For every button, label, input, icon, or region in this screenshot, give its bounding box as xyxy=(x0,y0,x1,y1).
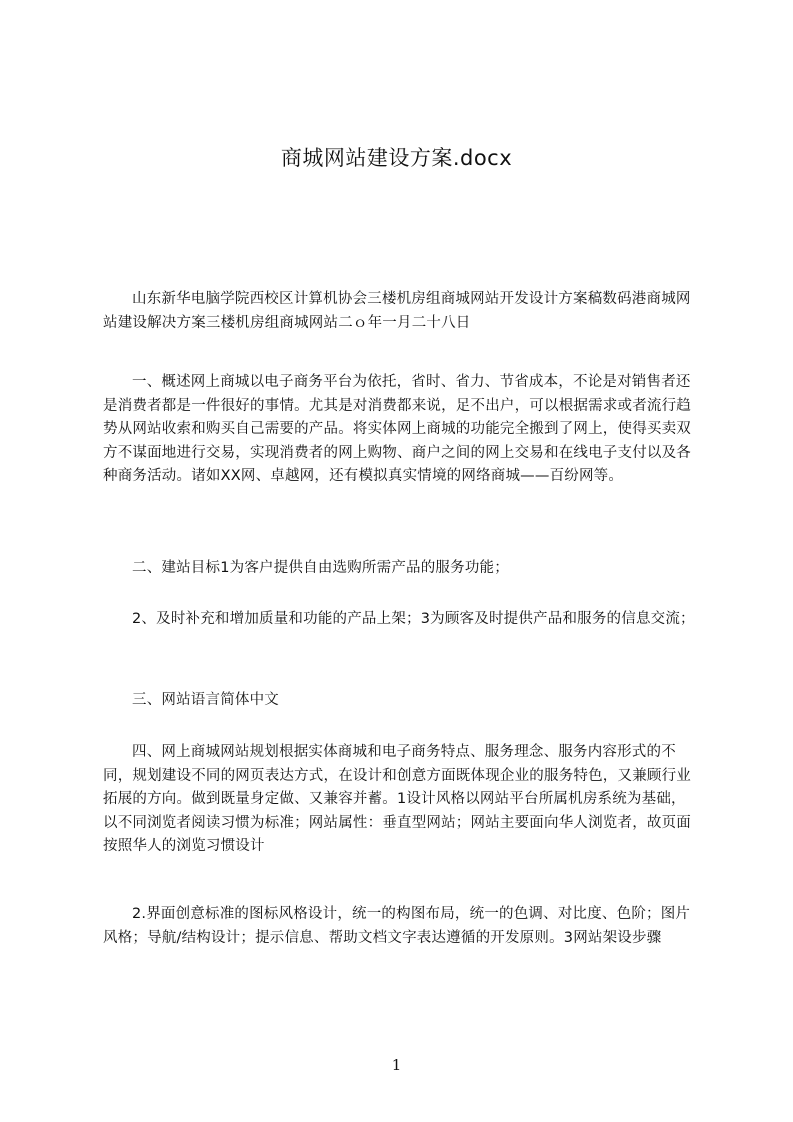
paragraph-interface: 2.界面创意标准的图标风格设计，统一的构图布局，统一的色调、对比度、色阶；图片风格；导航/结构设计；提示信息、帮助文档文字表达遵循的开发原则。3网站架设步骤 xyxy=(103,906,691,946)
paragraph-goal-2: 2、及时补充和增加质量和功能的产品上架；3为顾客及时提供产品和服务的信息交流； xyxy=(132,611,695,627)
paragraph-intro: 山东新华电脑学院西校区计算机协会三楼机房组商城网站开发设计方案稿数码港商城网站建设解决方案三楼机房组商城网站二ｏ年一月二十八日 xyxy=(103,291,691,331)
page-number: 1 xyxy=(391,1056,402,1074)
paragraph-planning: 四、网上商城网站规划根据实体商城和电子商务特点、服务理念、服务内容形式的不同，规划建设不同的网页表达方式，在设计和创意方面既体现企业的服务特色，又兼顾行业拓展的方向。做到既量身定做、又兼容并蓄。1设计风格以网站平台所属机房系统为基础，以不同浏览者阅读习惯为标准；网站属性：垂直型网站；网站主要面向华人浏览者，故页面按照华人的浏览习惯设计 xyxy=(103,744,691,854)
paragraph-overview: 一、概述网上商城以电子商务平台为依托，省时、省力、节省成本，不论是对销售者还是消费者都是一件很好的事情。尤其是对消费都来说，足不出户，可以根据需求或者流行趋势从网站收索和购买自己需要的产品。将实体网上商城的功能完全搬到了网上，使得买卖双方不谋面地进行交易，实现消费者的网上购物、商户之间的网上交易和在线电子支付以及各种商务活动。诸如XX网、卓越网，还有模拟真实情境的网络商城——百纷网等。 xyxy=(103,374,691,484)
paragraph-language: 三、网站语言简体中文 xyxy=(132,692,279,708)
document-title: 商城网站建设方案.docx xyxy=(280,146,513,170)
paragraph-goal-1: 二、建站目标1为客户提供自由选购所需产品的服务功能； xyxy=(132,560,509,576)
document-body xyxy=(103,0,697,1000)
